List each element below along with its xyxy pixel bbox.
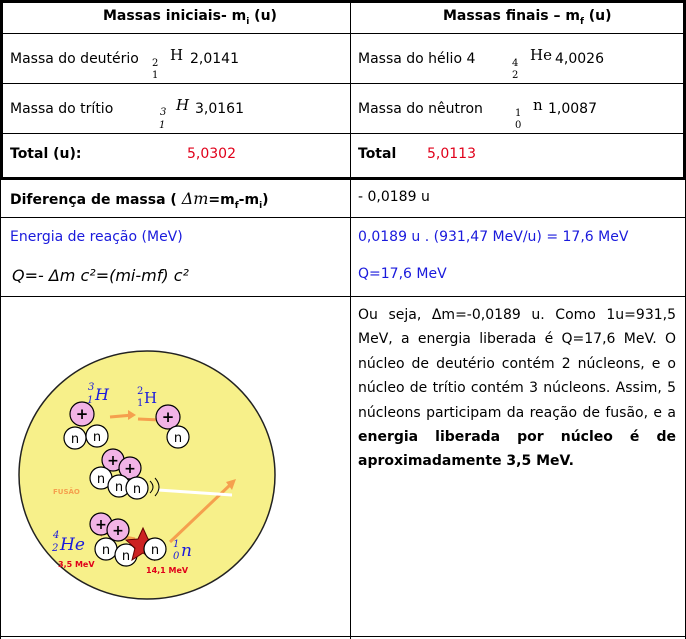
- helium-energy: 3,5 MeV: [58, 560, 95, 569]
- deuterium-atomic-number: 1: [137, 398, 144, 409]
- tritium-symbol: 3 1 H: [159, 96, 190, 131]
- neutron-energy: 14,1 MeV: [146, 566, 189, 575]
- tritium-mass-label: Massa do trítio: [10, 101, 114, 117]
- neutron-n: n: [132, 482, 142, 497]
- helium-symbol: 4 2 He: [512, 46, 552, 81]
- neutron-n: n: [92, 430, 102, 445]
- neutron-n: n: [150, 543, 160, 558]
- neutron-symbol: 1 0 n: [515, 96, 543, 131]
- neutron-mass-value: 1,0087: [548, 101, 597, 117]
- neutron-n: n: [70, 432, 80, 447]
- fusion-label: FUSÃO: [53, 488, 80, 496]
- neutron-n: n: [96, 472, 106, 487]
- deuterium-symbol: 2 1 H: [152, 46, 184, 81]
- neutron-mass-number: 1: [173, 539, 180, 550]
- deuterium-mass-label: Massa do deutério: [10, 51, 139, 67]
- header-divider: [0, 33, 686, 34]
- proton-sign: +: [112, 523, 124, 539]
- mass-difference-label: Diferença de massa ( $\Delta m=m_f-m_i$): [10, 189, 269, 211]
- helium-mass-number: 4: [53, 530, 60, 541]
- neutron-atomic-number: 0: [173, 551, 180, 562]
- proton-sign: +: [107, 453, 119, 469]
- neutron-n: n: [121, 549, 131, 564]
- neutron-label: n: [181, 541, 192, 561]
- table-border-left: [0, 0, 3, 180]
- tritium-atomic-number: 1: [87, 395, 94, 406]
- tritium-mass-value: 3,0161: [195, 101, 244, 117]
- table-border-bottom: [0, 177, 686, 180]
- table-border-top: [0, 0, 686, 3]
- total-initial-label: Total (u):: [10, 146, 82, 162]
- neutron-mass-label: Massa do nêutron: [358, 101, 483, 117]
- row-divider: [0, 636, 686, 637]
- total-final-label: Total: [358, 146, 397, 162]
- fusion-diagram: [0, 297, 350, 636]
- explanation-paragraph: Ou seja, Δm=-0,0189 u. Como 1u=931,5 MeV, a energia liberada é Q=17,6 MeV. O núcleo de deutério contém 2 núcleons, e o núcleo de trítio contém 3 núcleons. Assim, 5 núcleons participam da reação de fusão, e a energia liberada por núcleo é de aproximadamente 3,5 MeV.: [358, 307, 676, 470]
- neutron-n: n: [173, 431, 183, 446]
- reaction-energy-calc: 0,0189 u . (931,47 MeV/u) = 17,6 MeV: [358, 229, 629, 245]
- total-final-value: 5,0113: [427, 146, 476, 162]
- deuterium-label: H: [144, 389, 158, 407]
- neutron-n: n: [101, 543, 111, 558]
- proton-sign: +: [161, 408, 175, 426]
- neutron-n: n: [114, 480, 124, 495]
- total-initial-value: 5,0302: [187, 146, 236, 162]
- row-divider: [0, 83, 686, 84]
- helium-mass-label: Massa do hélio 4: [358, 51, 476, 67]
- deuterium-mass-value: 2,0141: [190, 51, 239, 67]
- deuterium-mass-number: 2: [137, 386, 144, 397]
- row-divider: [0, 217, 686, 218]
- proton-sign: +: [75, 405, 89, 423]
- helium-atomic-number: 2: [52, 543, 59, 554]
- column-divider: [350, 0, 351, 639]
- q-formula: Q=- Δm c²=(mi-mf) c²: [12, 266, 189, 285]
- proton-sign: +: [95, 517, 107, 533]
- row-divider: [0, 133, 686, 134]
- proton-sign: +: [124, 461, 136, 477]
- helium-mass-value: 4,0026: [555, 51, 604, 67]
- tritium-mass-number: 3: [88, 382, 95, 393]
- header-initial-masses: Massas iniciais- $m_i$ (u): [103, 8, 277, 27]
- tritium-label: H: [95, 385, 109, 404]
- helium-label: He: [60, 535, 85, 555]
- mass-difference-value: - 0,0189 u: [358, 189, 430, 205]
- q-value: Q=17,6 MeV: [358, 266, 447, 282]
- header-final-masses: Massas finais – $m_f$ (u): [443, 8, 612, 27]
- reaction-energy-label: Energia de reação (MeV): [10, 229, 183, 245]
